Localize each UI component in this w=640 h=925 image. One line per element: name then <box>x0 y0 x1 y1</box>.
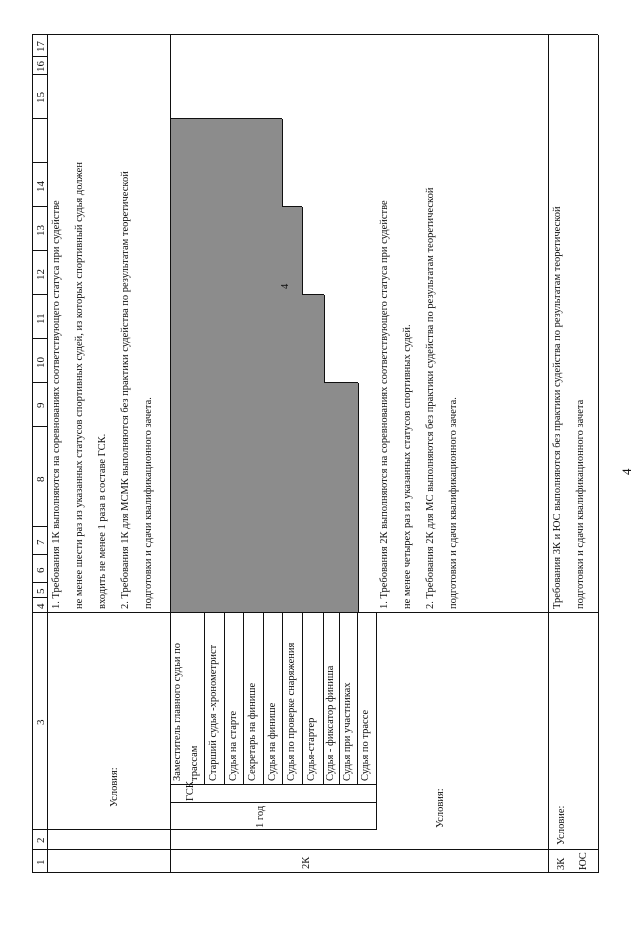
header-col-10: 10 <box>35 357 47 368</box>
col-line <box>32 426 47 427</box>
table-border <box>32 35 33 873</box>
header-col-16: 16 <box>35 61 47 72</box>
col-line <box>32 250 47 251</box>
header-col-14: 14 <box>35 181 47 192</box>
shaded-block <box>324 383 358 613</box>
rule-header <box>47 35 48 873</box>
position-row: Судья по проверке снаряжения <box>286 642 297 781</box>
step-line <box>302 294 324 295</box>
category-2k: 2К <box>301 856 312 869</box>
col-line <box>32 382 47 383</box>
condition-line: 2. Требования 1К для МСМК выполняются без практики судейства по результатам теоретической <box>120 171 131 609</box>
col-line <box>32 162 47 163</box>
condition-label-2k: Условия: <box>435 788 446 828</box>
condition-line: не менее шести раз из указанных статусов спортивных судей, из которых спортивный судья должен <box>74 162 85 609</box>
header-col-5: 5 <box>35 588 47 594</box>
position-row: Судья - фиксатор финиша <box>325 665 336 781</box>
header-col-6: 6 <box>35 567 47 573</box>
col-line <box>32 597 47 598</box>
col-line <box>32 582 47 583</box>
table-border <box>598 35 599 873</box>
position-row: Судья на старте <box>228 710 239 781</box>
col-line <box>32 526 47 527</box>
header-col-12: 12 <box>35 269 47 280</box>
category-yus: ЮС <box>578 852 589 870</box>
condition-line: 1. Требования 1К выполняются на соревнованиях соответствующего статуса при судействе <box>51 200 62 609</box>
col-line <box>32 829 170 830</box>
condition-label-3k: Условие: <box>556 805 567 845</box>
row-line <box>323 613 324 785</box>
condition-line: Требования 3К и ЮС выполняются без практики судейства по результатам теоретической <box>552 206 563 609</box>
position-row: трассам <box>189 745 200 781</box>
row-line <box>282 613 283 785</box>
col-line <box>170 802 376 803</box>
condition-line: подготовки и сдачи квалификационного зачета <box>575 399 586 609</box>
condition-line: подготовки и сдачи квалификационного зачета. <box>448 397 459 609</box>
page-number: 4 <box>619 468 634 475</box>
position-row: Судья на финише <box>267 702 278 781</box>
rule-2k-end <box>548 35 549 873</box>
step-line <box>302 207 303 295</box>
col-line <box>170 829 376 830</box>
col-line <box>32 74 47 75</box>
header-col-15: 15 <box>35 92 47 103</box>
requirement-value: 4 <box>280 283 291 289</box>
header-col-2: 2 <box>35 837 47 843</box>
step-line <box>170 118 282 119</box>
condition-line: 1. Требования 2К выполняются на соревнованиях соответствующего статуса при судействе <box>379 200 390 609</box>
header-col-13: 13 <box>35 225 47 236</box>
col-line <box>548 849 598 850</box>
step-line <box>324 382 358 383</box>
condition-line: 2. Требования 2К для МС выполняются без практики судейства по результатам теоретической <box>425 187 436 609</box>
row-line <box>339 613 340 785</box>
step-line <box>324 295 325 383</box>
row-line <box>357 613 358 785</box>
col-line <box>32 612 598 613</box>
step-line <box>282 206 302 207</box>
header-col-11: 11 <box>35 313 47 324</box>
row-line <box>224 613 225 785</box>
col-line <box>32 118 47 119</box>
row-line <box>204 613 205 785</box>
col-line <box>170 784 376 785</box>
position-row: Судья-стартер <box>306 717 317 781</box>
condition-line: не менее четырех раз из указанных статусов спортивных судей. <box>402 324 413 609</box>
position-row: Судья при участниках <box>342 682 353 781</box>
period-label: 1 год <box>255 805 266 828</box>
header-col-7: 7 <box>35 539 47 545</box>
header-col-1: 1 <box>35 859 47 865</box>
row-line <box>243 613 244 785</box>
header-col-8: 8 <box>35 476 47 482</box>
shaded-block <box>282 207 302 613</box>
col-line <box>32 294 47 295</box>
shaded-block <box>170 119 282 613</box>
position-row: Судья по трассе <box>360 709 371 781</box>
col-line <box>32 56 47 57</box>
step-line <box>282 119 283 207</box>
col-line <box>32 338 47 339</box>
col-line <box>32 206 47 207</box>
category-3k: 3К <box>556 857 567 870</box>
condition-line: входить не менее 1 раза в составе ГСК. <box>97 433 108 609</box>
header-col-9: 9 <box>35 402 47 408</box>
position-row: Старший судья -хронометрист <box>208 644 219 781</box>
position-row: Заместитель главного судьи по <box>172 642 183 781</box>
table-border <box>32 34 598 35</box>
col-line <box>32 849 598 850</box>
header-col-3: 3 <box>35 719 47 725</box>
row-line <box>263 613 264 785</box>
position-row: Секретарь на финише <box>247 682 258 781</box>
condition-line: подготовки и сдачи квалификационного зачета. <box>143 397 154 609</box>
col-line <box>32 554 47 555</box>
shaded-block <box>302 295 324 613</box>
step-line <box>358 383 359 613</box>
rule-1k-end <box>170 35 171 873</box>
rule-positions-end <box>376 613 377 830</box>
row-line <box>302 613 303 785</box>
table-border <box>32 872 598 873</box>
gsk-label: ГСК <box>185 781 196 801</box>
header-col-4: 4 <box>35 603 47 609</box>
header-col-17: 17 <box>35 41 47 52</box>
condition-label-1k: Условия: <box>109 767 120 807</box>
